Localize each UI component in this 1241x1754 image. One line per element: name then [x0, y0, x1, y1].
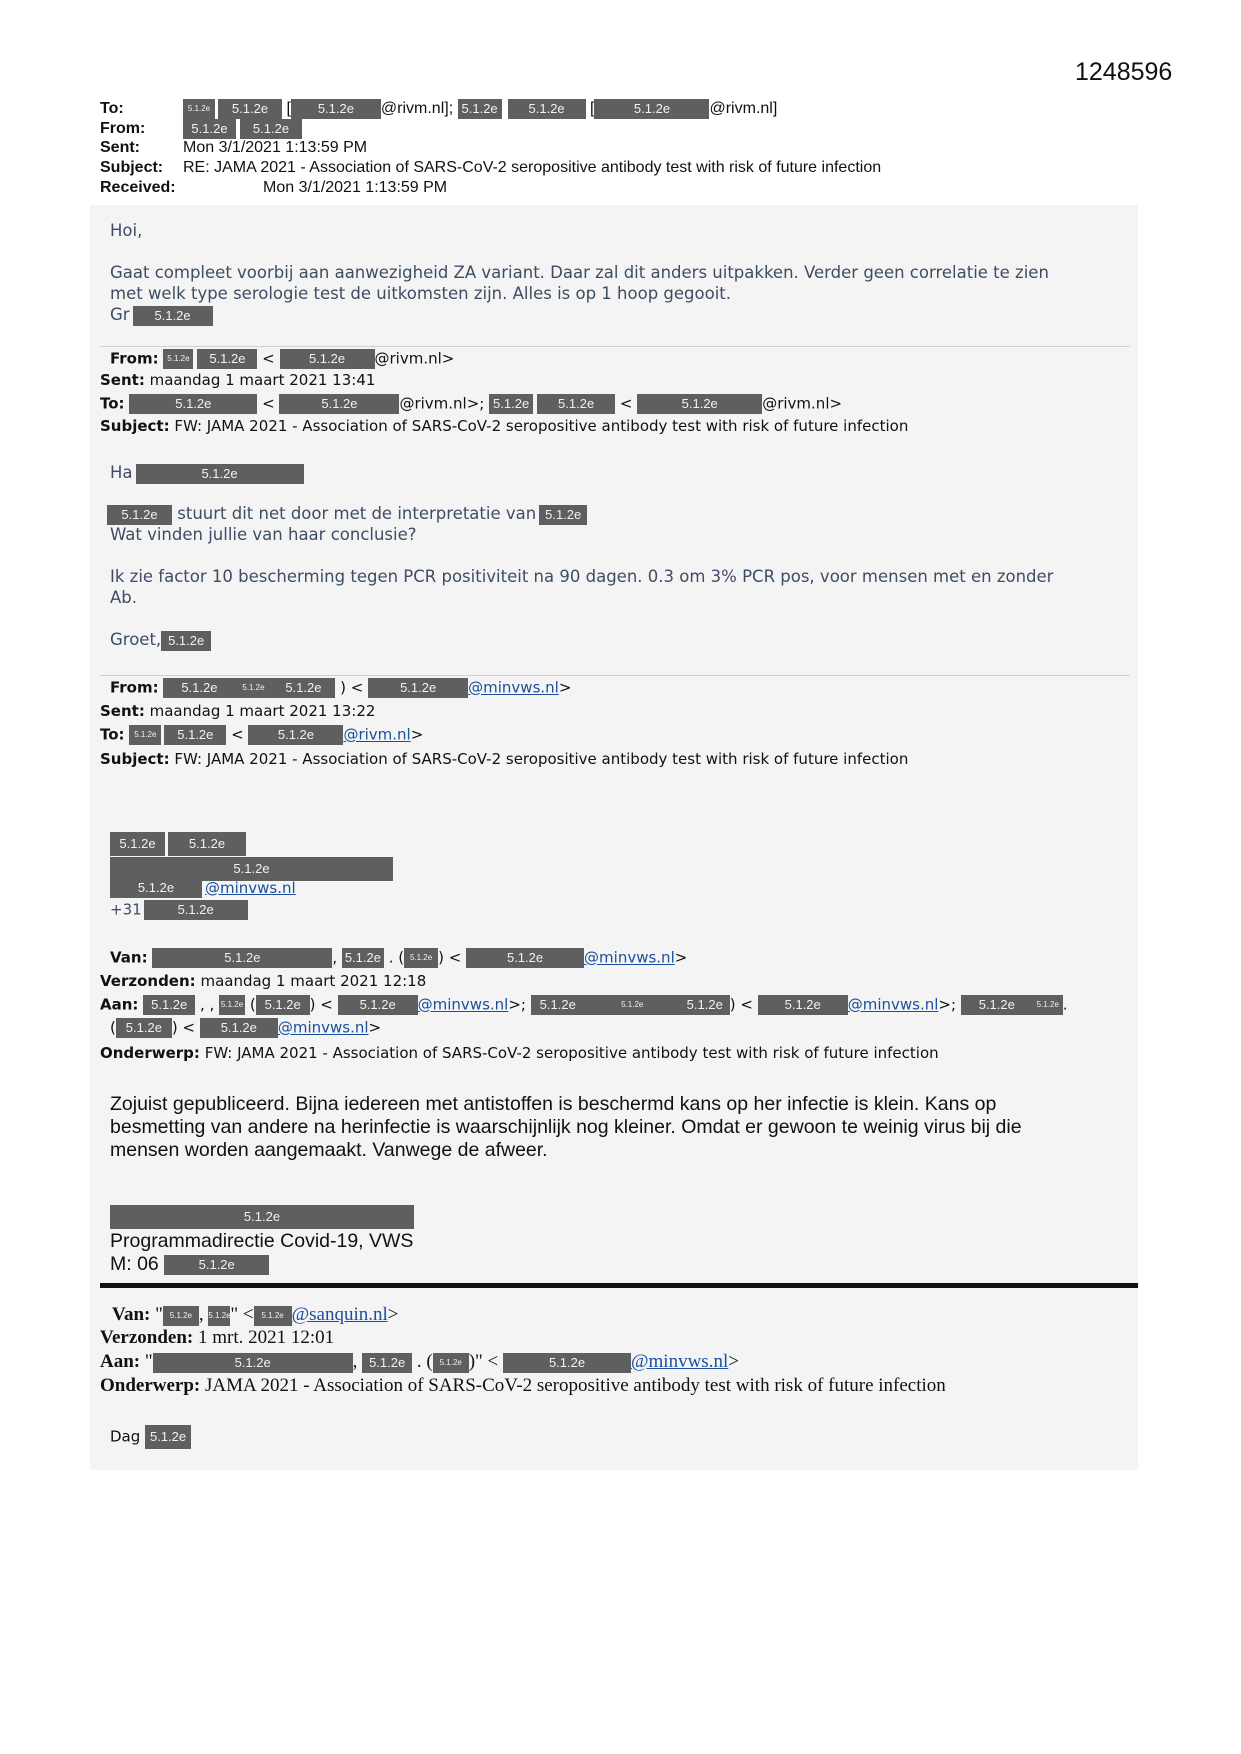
redaction: 5.1.2e: [183, 119, 236, 139]
to-label: To:: [100, 100, 124, 118]
message4-line3: mensen worden aangemaakt. Vanwege de afweer.: [110, 1139, 548, 1161]
header2-subject-line: Subject: FW: JAMA 2021 - Association of SARS-CoV-2 seropositive antibody test with risk of future infection: [100, 417, 909, 435]
email-link[interactable]: @sanquin.nl: [291, 1304, 388, 1325]
message2-line2: Wat vinden jullie van haar conclusie?: [110, 525, 417, 544]
subject-label: Subject:: [100, 159, 164, 176]
redaction: 5.1.2e: [110, 832, 165, 856]
redaction: 5.1.2e: [161, 631, 211, 651]
header4-onderwerp-line: Onderwerp: FW: JAMA 2021 - Association of SARS-CoV-2 seropositive antibody test with risk of future infection: [100, 1044, 939, 1062]
redaction: 5.1.2e: [168, 832, 246, 856]
redaction: 5.1.2e: [637, 394, 762, 414]
header5-onderwerp-line: Onderwerp: JAMA 2021 - Association of SARS-CoV-2 seropositive antibody test with risk of future infection: [100, 1375, 946, 1396]
redaction: 5.1.2e: [153, 1353, 353, 1373]
header2-from-line: From: 5.1.2e 5.1.2e < 5.1.2e @rivm.nl>: [110, 349, 455, 368]
message2-line3: Ik zie factor 10 bescherming tegen PCR positiviteit na 90 dagen. 0.3 om 3% PCR pos, voor mensen met en zonder: [110, 567, 1054, 586]
redaction: 5.1.2e: [110, 878, 202, 898]
redaction: 5.1.2e: [531, 995, 585, 1015]
email-link[interactable]: @minvws.nl: [205, 878, 296, 897]
email-domain: @rivm.nl];: [380, 100, 454, 118]
message4-line2: besmetting van andere na herinfectie is waarschijnlijk nog kleiner. Omdat er gewoon te weinig virus bij die: [110, 1116, 1022, 1138]
redaction: 5.1.2e: [368, 678, 468, 698]
redaction: 5.1.2e: [680, 995, 730, 1015]
header-subject-line: [100, 159, 881, 177]
redaction: 5.1.2e: [539, 505, 587, 525]
redaction: 5.1.2e: [200, 1018, 278, 1038]
header3-sent-line: Sent: maandag 1 maart 2021 13:22: [100, 702, 376, 720]
redaction: 5.1.2e: [291, 99, 381, 119]
message2-greeting: Ha 5.1.2e: [110, 463, 304, 484]
received-label: Received:: [100, 179, 176, 196]
signature4-org: Programmadirectie Covid-19, VWS: [110, 1230, 414, 1252]
message4-line1: Zojuist gepubliceerd. Bijna iedereen met antistoffen is beschermd kans op her infectie is klein. Kans op: [110, 1093, 997, 1115]
header4-van-line: Van: 5.1.2e , 5.1.2e . ( 5.1.2e ) < 5.1.2e @minvws.nl>: [110, 948, 688, 967]
redaction: 5.1.2e: [219, 995, 245, 1015]
redaction: 5.1.2e: [208, 1306, 230, 1326]
signature4-name: [110, 1205, 414, 1229]
header3-subject-line: Subject: FW: JAMA 2021 - Association of SARS-CoV-2 seropositive antibody test with risk of future infection: [100, 750, 909, 768]
redaction: 5.1.2e: [218, 99, 282, 119]
header-sent-line: [100, 139, 367, 157]
redaction: 5.1.2e: [129, 394, 257, 414]
thick-divider: [100, 1283, 1138, 1288]
redaction: 5.1.2e: [758, 995, 848, 1015]
redaction: 5.1.2e: [136, 464, 304, 484]
signature3-email: [110, 878, 296, 898]
separator: [100, 346, 1130, 347]
redaction: 5.1.2e: [143, 995, 195, 1015]
redaction: 5.1.2e: [110, 857, 393, 881]
redaction: 5.1.2e: [116, 1018, 172, 1038]
document-number: 1248596: [1075, 58, 1173, 86]
redaction: 5.1.2e: [342, 948, 384, 968]
signature3-name: [110, 832, 246, 856]
redaction: 5.1.2e: [164, 725, 226, 745]
header2-sent-line: Sent: maandag 1 maart 2021 13:41: [100, 371, 376, 389]
header4-aan-line: Aan: 5.1.2e , , 5.1.2e ( 5.1.2e ) < 5.1.2e @minvws.nl>; 5.1.2e 5.1.2e 5.1.2e ) < 5.1.2e @minvws.nl>; 5.1.2e 5.1.2e .: [100, 995, 1068, 1014]
redaction: 5.1.2e: [1033, 995, 1063, 1015]
redaction: 5.1.2e: [133, 306, 213, 326]
header4-verzonden-line: Verzonden: maandag 1 maart 2021 12:18: [100, 972, 427, 990]
redaction: 5.1.2e: [163, 678, 235, 698]
redaction: 5.1.2e: [537, 394, 615, 414]
redaction: 5.1.2e: [152, 948, 332, 968]
redaction: 5.1.2e: [503, 1353, 631, 1373]
email-link[interactable]: @minvws.nl: [277, 1018, 369, 1037]
header5-verzonden-line: Verzonden: 1 mrt. 2021 12:01: [100, 1327, 335, 1348]
header3-to-line: To: 5.1.2e 5.1.2e < 5.1.2e @rivm.nl>: [100, 725, 424, 744]
redaction: 5.1.2e: [240, 119, 302, 139]
message2-line4: Ab.: [110, 588, 138, 607]
redaction: 5.1.2e: [256, 995, 310, 1015]
header-received-line: [100, 179, 447, 197]
signature3-phone: +31 5.1.2e: [110, 900, 248, 920]
redaction: 5.1.2e: [107, 505, 172, 525]
redaction: 5.1.2e: [164, 1255, 269, 1275]
email-link[interactable]: @minvws.nl: [631, 1351, 729, 1372]
redaction: 5.1.2e: [404, 948, 438, 968]
header3-from-line: From: 5.1.2e 5.1.2e 5.1.2e ) < 5.1.2e @minvws.nl>: [110, 678, 572, 697]
separator: [100, 675, 1130, 676]
header5-aan-line: Aan: " 5.1.2e , 5.1.2e . ( 5.1.2e )" < 5.1.2e @minvws.nl>: [100, 1351, 739, 1372]
redaction: 5.1.2e: [594, 99, 709, 119]
subject-value: RE: JAMA 2021 - Association of SARS-CoV-2 seropositive antibody test with risk of future infection: [183, 159, 882, 176]
email-link[interactable]: @minvws.nl: [468, 678, 559, 697]
redaction: 5.1.2e: [271, 678, 335, 698]
email-link[interactable]: @minvws.nl: [584, 948, 675, 967]
redaction: 5.1.2e: [338, 995, 418, 1015]
redaction: 5.1.2e: [458, 99, 502, 119]
redaction: 5.1.2e: [508, 99, 586, 119]
header-from-line: [100, 119, 302, 139]
email-link[interactable]: @rivm.nl: [343, 725, 411, 744]
redaction: 5.1.2e: [466, 948, 584, 968]
message1-line1: Gaat compleet voorbij aan aanwezigheid ZA variant. Daar zal dit anders uitpakken. Verder geen correlatie te zien: [110, 263, 1049, 282]
redaction: 5.1.2e: [144, 900, 248, 920]
redaction: 5.1.2e: [129, 725, 161, 745]
redaction: 5.1.2e: [163, 349, 193, 369]
message1-line2: met welk type serologie test de uitkomsten zijn. Alles is op 1 hoop gegooit.: [110, 284, 731, 303]
redaction: 5.1.2e: [183, 99, 215, 119]
header-to-line: To: 5.1.2e 5.1.2e [ 5.1.2e @rivm.nl]; 5.1.2e 5.1.2e [ 5.1.2e @rivm.nl]: [100, 100, 778, 118]
email-domain: @rivm.nl]: [709, 100, 778, 118]
header2-to-line: To: 5.1.2e < 5.1.2e @rivm.nl>; 5.1.2e 5.1.2e < 5.1.2e @rivm.nl>: [100, 394, 843, 413]
redaction: 5.1.2e: [280, 349, 375, 369]
email-link[interactable]: @minvws.nl: [417, 995, 509, 1014]
redaction: 5.1.2e: [279, 394, 399, 414]
redaction: 5.1.2e: [585, 995, 680, 1015]
redaction: 5.1.2e: [163, 1306, 199, 1326]
redaction: 5.1.2e: [433, 1353, 469, 1373]
redaction: 5.1.2e: [145, 1425, 191, 1449]
redaction: 5.1.2e: [489, 394, 533, 414]
from-label: From:: [100, 120, 146, 138]
received-value: Mon 3/1/2021 1:13:59 PM: [263, 179, 448, 196]
message1-signoff: Gr 5.1.2e: [110, 305, 213, 326]
header5-van-line: Van: " 5.1.2e , 5.1.2e" < 5.1.2e @sanquin.nl>: [112, 1304, 399, 1325]
message2-signoff: Groet, 5.1.2e: [110, 630, 211, 651]
email-domain: @rivm.nl>: [374, 349, 455, 368]
message2-line1: 5.1.2e stuurt dit net door met de interpretatie van 5.1.2e: [107, 504, 587, 525]
redaction: 5.1.2e: [197, 349, 257, 369]
sent-label: Sent:: [100, 139, 140, 156]
message5-greeting: Dag 5.1.2e: [110, 1425, 191, 1449]
redaction: 5.1.2e: [362, 1353, 412, 1373]
sent-value: Mon 3/1/2021 1:13:59 PM: [183, 139, 368, 156]
signature4-mobile: M: 06 5.1.2e: [110, 1253, 269, 1276]
email-link[interactable]: @minvws.nl: [847, 995, 939, 1014]
redaction: 5.1.2e: [961, 995, 1033, 1015]
header4-aan-line2: ( 5.1.2e ) < 5.1.2e @minvws.nl>: [110, 1018, 382, 1037]
redaction: 5.1.2e: [248, 725, 343, 745]
message1-greeting: Hoi,: [110, 221, 143, 240]
redaction: 5.1.2e: [235, 678, 271, 698]
redaction: 5.1.2e: [110, 1205, 414, 1229]
redaction: 5.1.2e: [254, 1306, 292, 1326]
